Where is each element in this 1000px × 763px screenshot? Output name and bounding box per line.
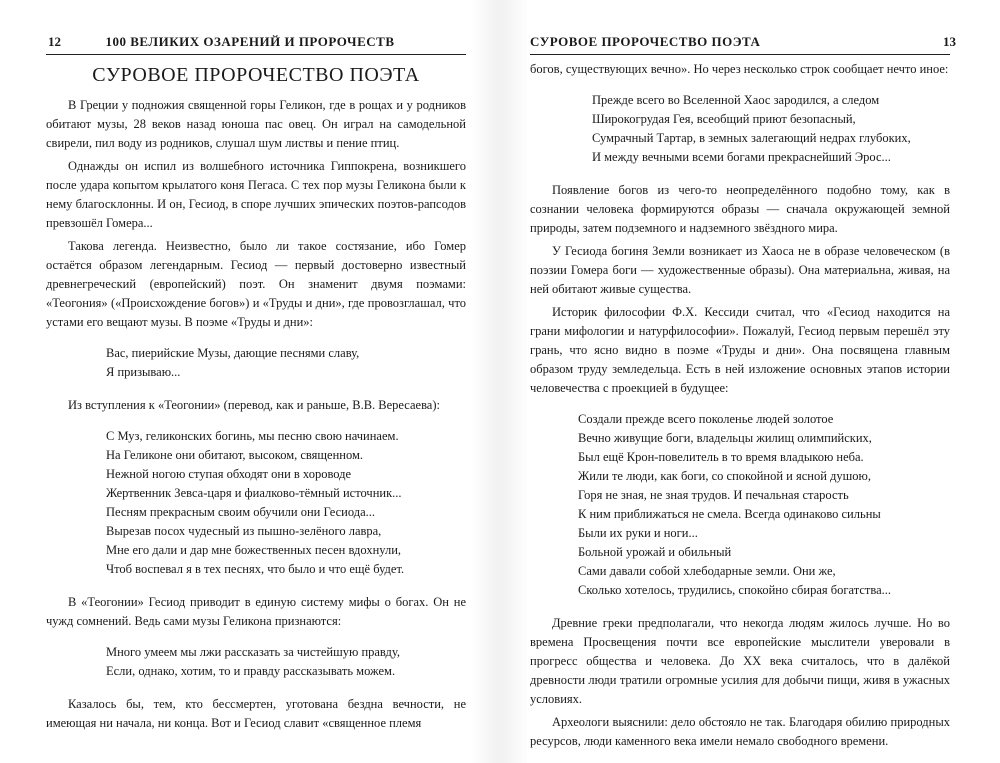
verse-line: Был ещё Крон-повелитель в то время владыкою неба. [578,450,864,464]
verse-line: Если, однако, хотим, то и правду рассказывать можем. [106,664,396,678]
paragraph: В Греции у подножия священной горы Геликон, где в рощах и у родников обитают музы, 28 веков назад юноша пас овец. Он играл на самодельной свирели, пил воду из родников, слушал шум листвы и пение птиц. [46,98,466,150]
paragraph: Такова легенда. Неизвестно, было ли такое состязание, ибо Гомер остаётся образом легендарным. Гесиод — первый достоверно известный древнегреческий (европейский) поэт. Он знаменит двумя поэмами: «Теогония» («Происхождение богов») и «Труды и дни», где провозглашал, что устами его вещают музы. В поэме «Труды и дни»: [46,239,466,329]
paragraph: богов, существующих вечно». Но через несколько строк сообщает нечто иное: [530,62,949,76]
verse-quote [530,410,950,600]
paragraph: Однажды он испил из волшебного источника Гиппокрена, возникшего после удара копытом крылатого коня Пегаса. С тех пор музы Геликона были к нему благосклонны. И он, Гесиод, в споре лучших эпических поэтов-рапсодов превзошёл Гомера... [46,159,466,230]
verse-line: Сумрачный Тартар, в земных залегающий недрах глубоких, [592,131,911,145]
header-rule-left [46,54,466,55]
verse-line: Больной урожай и обильный [578,545,732,559]
paragraph: Из вступления к «Теогонии» (перевод, как и раньше, В.В. Вересаева): [68,398,440,412]
paragraph: Казалось бы, тем, кто бессмертен, уготована бездна вечности, не имеющая ни начала, ни конца. Вот и Гесиод славит «священное племя [46,697,466,730]
page-number-left: 12 [48,34,61,49]
verse-line: И между вечными всеми богами прекраснейший Эрос... [592,150,891,164]
paragraph: Историк философии Ф.Х. Кессиди считал, что «Гесиод находится на грани мифологии и натурфилософии». Пожалуй, Гесиод первым перешёл эту грань, что ясно видно в поэме «Труды и дни». Она посвящена главным образом труду земледельца. Есть в ней изложение основных этапов истории человечества с проекцией в будущее: [530,305,950,395]
verse-quote [46,427,466,579]
verse-line: Широкогрудая Гея, всеобщий приют безопасный, [592,112,856,126]
paragraph: Появление богов из чего-то неопределённого подобно тому, как в сознании человека формируются образы — сначала окружающей земной природы, затем подземного и надземного звёздного мира. [530,183,950,235]
verse-line: Вечно живущие боги, владельцы жилищ олимпийских, [578,431,872,445]
verse-line: Чтоб воспевал я в тех песнях, что было и что ещё будет. [106,562,405,576]
verse-line: Создали прежде всего поколенье людей золотое [578,412,834,426]
running-head-right: СУРОВОЕ ПРОРОЧЕСТВО ПОЭТА [530,34,761,49]
verse-quote [530,91,950,167]
running-head-left: 100 ВЕЛИКИХ ОЗАРЕНИЙ И ПРОРОЧЕСТВ [105,34,395,49]
verse-line: Я призываю... [106,365,181,379]
verse-line: Горя не зная, не зная трудов. И печальная старость [578,488,849,502]
verse-line: Жили те люди, как боги, со спокойной и ясной душою, [578,469,871,483]
right-page [500,0,1000,763]
verse-quote [46,643,466,681]
verse-line: Вас, пиерийские Музы, дающие песнями славу, [106,346,360,360]
verse-line: Мне его дали и дар мне божественных песен вдохнули, [106,543,402,557]
paragraph: У Гесиода богиня Земли возникает из Хаоса не в образе человеческом (в поэзии Гомера боги — художественные образы). Она материальна, живая, на ней обитают живые существа. [530,244,950,296]
verse-line: Вырезав посох чудесный из пышно-зелёного лавра, [106,524,382,538]
verse-line: К ним приближаться не смела. Всегда одинаково сильны [578,507,881,521]
verse-quote [46,344,466,382]
page-number-right: 13 [943,34,956,49]
verse-line: С Муз, геликонских богинь, мы песню свою начинаем. [106,429,399,443]
header-rule-right [530,54,950,55]
verse-line: Сами давали собой хлебодарные земли. Они же, [578,564,836,578]
chapter-title: СУРОВОЕ ПРОРОЧЕСТВО ПОЭТА [92,64,420,86]
verse-line: Песням прекрасным своим обучили они Гесиода... [106,505,375,519]
paragraph: Древние греки предполагали, что некогда людям жилось лучше. Но во времена Просвещения почти все европейские мыслители уверовали в прогресс общества и человека. До XX века считалось, что в далёкой древности люди тратили огромные усилия для добычи пищи, живя в ужасных условиях. [530,616,950,706]
verse-line: Нежной ногою ступая обходят они в хороводе [106,467,352,481]
right-page-body [530,60,950,755]
verse-line: Были их руки и ноги... [578,526,698,540]
verse-line: Прежде всего во Вселенной Хаос зародился, а следом [592,93,880,107]
paragraph: В «Теогонии» Гесиод приводит в единую систему мифы о богах. Он не чужд сомнений. Ведь сами музы Геликона признаются: [46,595,466,628]
verse-line: Сколько хотелось, трудились, спокойно сбирая богатства... [578,583,892,597]
verse-line: Жертвенник Зевса-царя и фиалково-тёмный источник... [106,486,402,500]
verse-line: Много умеем мы лжи рассказать за чистейшую правду, [106,645,401,659]
left-page-body [46,96,466,737]
verse-line: На Геликоне они обитают, высоком, священном. [106,448,364,462]
paragraph: Археологи выяснили: дело обстояло не так. Благодаря обилию природных ресурсов, люди каменного века имели немало свободного времени. [530,715,950,748]
